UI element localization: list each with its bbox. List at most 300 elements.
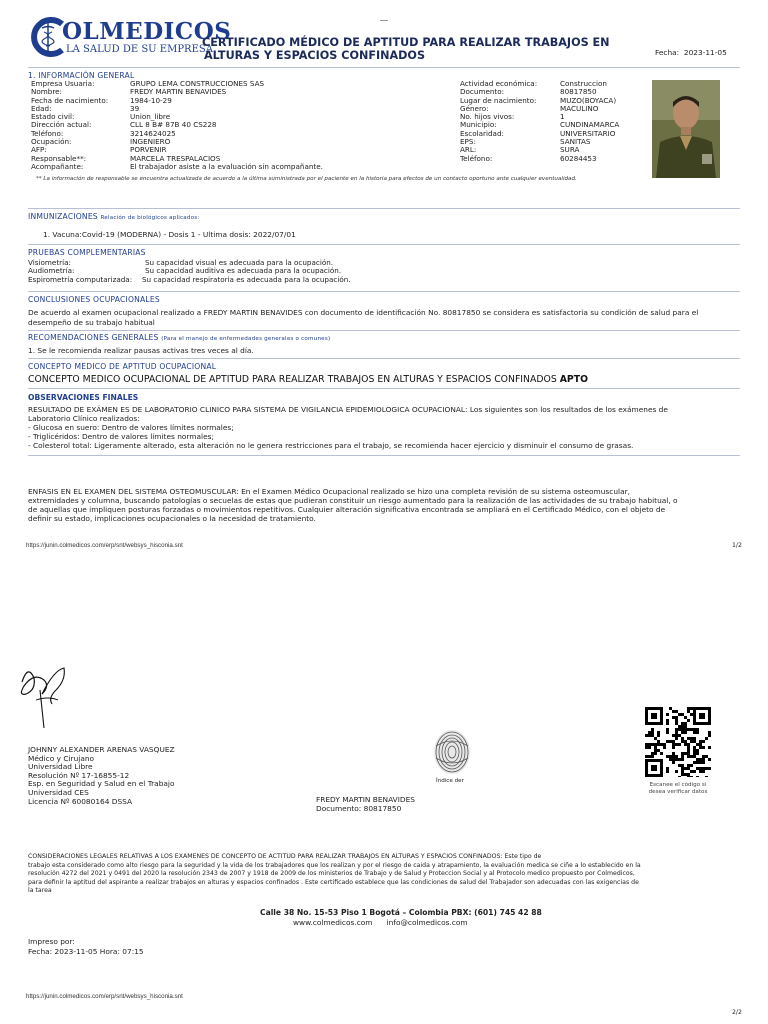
- doctor-line: Esp. en Seguridad y Salud en el Trabajo: [28, 779, 175, 789]
- qr-module: [678, 758, 681, 761]
- legal-line: trabajo esta considerado como alto riesgo para la seguridad y la vida de los trabajadores que los realizan y por el riesgo de caida y atrapamiento, la evaluación medica se ciñe a lo establecido en la: [28, 861, 641, 869]
- qr-module: [687, 746, 690, 749]
- qr-module: [666, 731, 669, 734]
- qr-module: [684, 773, 687, 776]
- vaccine-item: 1. Vacuna:Covid-19 (MODERNA) - Dosis 1 - Ultima dosis: 2022/07/01: [43, 230, 296, 239]
- qr-module: [687, 743, 690, 746]
- patient-photo: [652, 80, 720, 178]
- qr-module: [675, 728, 678, 731]
- qr-module: [672, 755, 675, 758]
- qr-module: [696, 731, 699, 734]
- qr-module: [669, 740, 672, 743]
- qr-module: [693, 728, 696, 731]
- value: FREDY MARTIN BENAVIDES: [130, 87, 227, 97]
- emphasis-line: ENFASIS EN EL EXAMEN DEL SISTEMA OSTEOMUSCULAR: En el Examen Médico Ocupacional realizado se hizo una completa revisión de su sistema osteomuscular,: [28, 487, 630, 496]
- qr-module: [693, 749, 696, 752]
- doctor-line: Universidad CES: [28, 787, 89, 797]
- qr-module: [696, 728, 699, 731]
- page-number: 1/2: [732, 542, 742, 549]
- qr-module: [681, 725, 684, 728]
- qr-module: [684, 725, 687, 728]
- qr-module: [648, 746, 651, 749]
- qr-module: [690, 707, 693, 710]
- printed-info: [28, 937, 144, 957]
- qr-module: [645, 746, 648, 749]
- qr-module: [654, 746, 657, 749]
- brand-tagline: LA SALUD DE SU EMPRESA: [66, 44, 213, 55]
- qr-module: [660, 743, 663, 746]
- general-left-labels: [31, 80, 108, 171]
- recommendations-subtitle: (Para el manejo de enfermedades generales o comunes): [161, 336, 331, 342]
- qr-module: [669, 755, 672, 758]
- doctor-signature: [14, 660, 74, 730]
- qr-module: [675, 731, 678, 734]
- qr-module: [696, 761, 699, 764]
- qr-module: [657, 734, 660, 737]
- qr-module: [690, 728, 693, 731]
- doctor-line: Licencia Nº 60080164 DSSA: [28, 796, 133, 806]
- qr-module: [654, 749, 657, 752]
- test-value: Su capacidad auditiva es adecuada para la ocupación.: [145, 266, 342, 276]
- doctor-line: Resolución Nº 17-16855-12: [28, 770, 130, 780]
- value: MARCELA TRESPALACIOS: [130, 153, 221, 163]
- qr-module: [651, 743, 654, 746]
- fingerprint: [430, 726, 474, 776]
- qr-module: [699, 767, 702, 770]
- value: Construccion: [560, 79, 607, 88]
- value: SURA: [560, 145, 580, 155]
- email-link[interactable]: info@colmedicos.com: [386, 918, 468, 927]
- label: AFP:: [31, 145, 47, 155]
- qr-module: [702, 740, 705, 743]
- qr-module: [675, 710, 678, 713]
- qr-module: [645, 743, 648, 746]
- qr-module: [699, 761, 702, 764]
- qr-module: [657, 743, 660, 746]
- qr-module: [690, 776, 693, 777]
- qr-module: [651, 728, 654, 731]
- value: UNIVERSITARIO: [560, 128, 616, 138]
- qr-module: [687, 776, 690, 777]
- label: Teléfono:: [31, 128, 64, 138]
- divider: [28, 208, 740, 209]
- qr-module: [666, 719, 669, 722]
- person-photo-icon: [652, 80, 720, 178]
- qr-module: [687, 749, 690, 752]
- value: CLL 8 B# 87B 40 CS228: [130, 120, 217, 130]
- qr-module: [696, 749, 699, 752]
- qr-module: [684, 728, 687, 731]
- qr-module: [690, 737, 693, 740]
- qr-module: [696, 767, 699, 770]
- qr-module: [702, 770, 705, 773]
- tests-labels: [28, 259, 132, 284]
- patient-sign-info: [316, 795, 415, 813]
- value: 1: [560, 112, 565, 122]
- label: Municipio:: [460, 120, 497, 130]
- certificate-title-line1: CERTIFICADO MÉDICO DE APTITUD PARA REALIZAR TRABAJOS EN: [202, 36, 610, 49]
- date-value: 2023-11-05: [683, 48, 727, 57]
- date-label: Fecha:: [655, 48, 680, 57]
- legal-line: para definir la aptitud del aspirante a realizar trabajos en alturas y espacios confinados . Este certificado establece que las condiciones de salud del Trabajador son adecuadas con las exigencias de: [28, 878, 639, 886]
- qr-module: [702, 758, 705, 761]
- qr-module: [693, 731, 696, 734]
- test-label: Visiometría:: [28, 258, 71, 267]
- qr-module: [666, 728, 669, 731]
- value: 1984-10-29: [130, 95, 172, 105]
- value: 80817850: [560, 87, 597, 97]
- test-value: Su capacidad visual es adecuada para la ocupación.: [145, 258, 334, 267]
- value: 39: [130, 103, 140, 113]
- qr-module: [681, 737, 684, 740]
- qr-module: [681, 728, 684, 731]
- tests-values: [142, 259, 351, 284]
- legal-text: [28, 853, 740, 896]
- footer-url-link[interactable]: https://junin.colmedicos.com/erp/snt/websys_hisconia.snt: [26, 542, 183, 549]
- legal-line: CONSIDERACIONES LEGALES RELATIVAS A LOS EXAMENES DE CONCEPTO DE ACTITUD PARA REALIZAR TRABAJOS EN ALTURAS Y ESPACIOS CONFINADOS: Este tipo de: [28, 853, 542, 860]
- value: PORVENIR: [130, 145, 167, 155]
- verification-qr-code[interactable]: [645, 707, 711, 777]
- label: EPS:: [460, 137, 476, 147]
- qr-module: [669, 758, 672, 761]
- qr-module: [702, 761, 705, 764]
- qr-module: [678, 725, 681, 728]
- qr-module: [645, 734, 648, 737]
- divider: [28, 388, 740, 389]
- qr-module: [651, 734, 654, 737]
- qr-module: [675, 716, 678, 719]
- qr-module: [675, 743, 678, 746]
- value: MACULINO: [560, 103, 599, 113]
- general-right-values: [560, 80, 619, 163]
- qr-module: [666, 740, 669, 743]
- divider: [28, 291, 740, 292]
- label: Teléfono:: [460, 153, 493, 163]
- qr-module: [666, 767, 669, 770]
- qr-module: [672, 710, 675, 713]
- qr-module: [648, 755, 651, 758]
- qr-module: [693, 761, 696, 764]
- qr-module: [699, 770, 702, 773]
- qr-module: [678, 776, 681, 777]
- qr-module: [693, 737, 696, 740]
- qr-module: [690, 764, 693, 767]
- qr-module: [672, 761, 675, 764]
- qr-module: [648, 734, 651, 737]
- qr-module: [708, 767, 711, 770]
- qr-module: [687, 752, 690, 755]
- label: Nombre:: [31, 87, 62, 97]
- recommendation-item: 1. Se le recomienda realizar pausas activas tres veces al día.: [28, 346, 254, 355]
- certificate-title: [202, 36, 610, 62]
- label: Edad:: [31, 103, 52, 113]
- qr-module: [681, 773, 684, 776]
- general-left-values: [130, 80, 323, 171]
- label: Género:: [460, 103, 489, 113]
- qr-module: [681, 740, 684, 743]
- section-title-general: 1. INFORMACIÓN GENERAL: [28, 71, 135, 80]
- test-label: Espirometría computarizada:: [28, 274, 133, 284]
- qr-module: [684, 716, 687, 719]
- qr-module: [657, 749, 660, 752]
- section-title-concept: CONCEPTO MEDICO DE APTITUD OCUPACIONAL: [28, 362, 217, 371]
- header-mark: [380, 20, 388, 21]
- concept-result: [28, 374, 588, 385]
- qr-module: [684, 740, 687, 743]
- qr-module: [675, 758, 678, 761]
- recommendations-title: RECOMENDACIONES GENERALES: [28, 333, 159, 342]
- qr-module: [693, 752, 696, 755]
- qr-module: [672, 758, 675, 761]
- doctor-line: Universidad Libre: [28, 762, 93, 772]
- qr-module: [666, 770, 669, 773]
- qr-module: [675, 734, 678, 737]
- label: Fecha de nacimiento:: [31, 95, 109, 105]
- qr-module: [645, 755, 648, 758]
- value: GRUPO LEMA CONSTRUCCIONES SAS: [130, 79, 265, 88]
- website-link[interactable]: www.colmedicos.com: [293, 918, 373, 927]
- qr-module: [678, 764, 681, 767]
- qr-module: [690, 713, 693, 716]
- qr-module: [708, 731, 711, 734]
- qr-module: [660, 752, 663, 755]
- label: Empresa Usuaria:: [31, 79, 95, 88]
- qr-module: [663, 746, 666, 749]
- section-title-conclusions: CONCLUSIONES OCUPACIONALES: [28, 295, 160, 304]
- qr-module: [675, 755, 678, 758]
- label: No. hijos vivos:: [460, 112, 515, 122]
- divider: [28, 244, 740, 245]
- qr-module: [681, 713, 684, 716]
- qr-module: [690, 755, 693, 758]
- qr-module: [648, 743, 651, 746]
- emphasis-line: de aquellas que impliquen posturas forzadas o movimientos repetitivos. Cualquier alteración significativa encontrada se ampliará en el Certificado Médico, con el objeto de: [28, 505, 666, 514]
- responsible-note: ** La información de responsable se encuentra actualizada de acuerdo a la última suministrada por el paciente en la historia para efectos de un contacto oportuno ante cualquier eventualidad.: [36, 176, 577, 182]
- qr-module: [681, 758, 684, 761]
- signature-icon: [14, 660, 74, 730]
- divider: [28, 330, 740, 331]
- qr-module: [681, 764, 684, 767]
- section-title-recommendations: [28, 333, 330, 342]
- label: Dirección actual:: [31, 120, 92, 130]
- printed-date: Fecha: 2023-11-05 Hora: 07:15: [28, 947, 144, 956]
- concept-verdict: APTO: [559, 374, 588, 385]
- qr-module: [681, 770, 684, 773]
- qr-module: [666, 713, 669, 716]
- brand-name: OLMEDICOS: [62, 18, 232, 45]
- page-number: 2/2: [732, 1009, 742, 1016]
- qr-module: [678, 713, 681, 716]
- qr-module: [678, 728, 681, 731]
- qr-code-icon: [645, 707, 711, 777]
- qr-module: [651, 731, 654, 734]
- general-right-labels: [460, 80, 537, 163]
- qr-module: [672, 746, 675, 749]
- qr-module: [687, 755, 690, 758]
- qr-module: [696, 776, 699, 777]
- legal-line: resolución 4272 del 2021 y 0491 del 2020 la resolución 2343 de 2007 y 1918 de 2009 de los ministerios de Trabajo y de Salud y Proteccion Social y al Protocolo medico propuesto por Colmedicos,: [28, 870, 635, 878]
- patient-sign-name: FREDY MARTIN BENAVIDES: [316, 795, 415, 804]
- qr-module: [687, 773, 690, 776]
- emphasis-line: extremidades y columna, buscando patologías o secuelas de estas que pudieran constituir un riesgo aumentado para la realización de las actividades de su trabajo habitual, o: [28, 496, 678, 505]
- value: El trabajador asiste a la evaluación sin acompañante.: [130, 161, 323, 171]
- label: Lugar de nacimiento:: [460, 95, 537, 105]
- company-address: Calle 38 No. 15-53 Piso 1 Bogotá – Colombia PBX: (601) 745 42 88: [260, 908, 542, 917]
- divider: [28, 358, 740, 359]
- qr-module: [651, 755, 654, 758]
- qr-module: [699, 743, 702, 746]
- observation-line: RESULTADO DE EXÁMEN ES DE LABORATORIO CLINICO PARA SISTEMA DE VIGILANCIA EPIDEMIOLOGICA OCUPACIONAL: Los siguientes son los resultados de los exámenes de: [28, 405, 668, 414]
- qr-module: [654, 737, 657, 740]
- qr-module: [681, 731, 684, 734]
- fingerprint-label: Índice der: [436, 778, 464, 784]
- doctor-line: JOHNNY ALEXANDER ARENAS VASQUEZ: [28, 745, 175, 754]
- qr-module: [687, 710, 690, 713]
- qr-module: [687, 764, 690, 767]
- qr-module: [681, 722, 684, 725]
- doctor-line: Médico y Cirujano: [28, 753, 95, 763]
- qr-module: [699, 758, 702, 761]
- qr-module: [672, 740, 675, 743]
- qr-module: [687, 767, 690, 770]
- colmedicos-logo: [28, 16, 232, 58]
- certificate-title-line2: ALTURAS Y ESPACIOS CONFINADOS: [204, 49, 425, 62]
- qr-module: [663, 743, 666, 746]
- label: Responsable**:: [31, 153, 87, 163]
- section-title-immunizations: [28, 212, 199, 221]
- qr-module: [690, 740, 693, 743]
- value: INGENIERO: [130, 137, 171, 147]
- qr-module: [675, 770, 678, 773]
- section-title-observations: OBSERVACIONES FINALES: [28, 393, 139, 402]
- label: Acompañante:: [31, 161, 84, 171]
- label: Escolaridad:: [460, 128, 504, 138]
- company-contact: [293, 918, 468, 927]
- value: CUNDINAMARCA: [560, 120, 620, 130]
- qr-module: [651, 752, 654, 755]
- qr-module: [687, 719, 690, 722]
- value: MUZO(BOYACA): [560, 95, 617, 105]
- qr-module: [702, 767, 705, 770]
- qr-module: [690, 770, 693, 773]
- patient-sign-document: Documento: 80817850: [316, 804, 402, 813]
- qr-module: [705, 755, 708, 758]
- fingerprint-icon: [430, 726, 474, 776]
- qr-module: [687, 707, 690, 710]
- doctor-info: [28, 746, 175, 806]
- value: 60284453: [560, 153, 597, 163]
- qr-module: [699, 746, 702, 749]
- immunizations-title: INMUNIZACIONES: [28, 212, 98, 221]
- qr-module: [657, 731, 660, 734]
- qr-module: [675, 719, 678, 722]
- qr-module: [681, 767, 684, 770]
- qr-module: [654, 752, 657, 755]
- immunizations-subtitle: Relación de biológicos aplicados:: [100, 215, 200, 221]
- observation-line: - Glucosa en suero: Dentro de valores límites normales;: [28, 423, 234, 432]
- qr-module: [693, 740, 696, 743]
- qr-module: [681, 755, 684, 758]
- qr-module: [705, 767, 708, 770]
- certificate-date: [655, 48, 727, 57]
- observation-line: - Colesterol total: Ligeramente alterado, esta alteración no le genera restricciones para el trabajo, se recomienda hacer ejercicio y disminuir el consumo de grasas.: [28, 441, 634, 450]
- concept-text: CONCEPTO MEDICO OCUPACIONAL DE APTITUD PARA REALIZAR TRABAJOS EN ALTURAS Y ESPACIOS CONFINADOS: [28, 374, 557, 385]
- legal-line: la tarea: [28, 887, 52, 895]
- qr-module: [705, 737, 708, 740]
- qr-module: [687, 737, 690, 740]
- qr-module: [672, 716, 675, 719]
- qr-module: [672, 752, 675, 755]
- qr-module: [702, 746, 705, 749]
- printed-by: Impreso por:: [28, 937, 75, 946]
- qr-caption: [640, 782, 716, 796]
- label: Estado civil:: [31, 112, 75, 122]
- qr-module: [702, 755, 705, 758]
- qr-module: [654, 743, 657, 746]
- qr-caption-line: desea verificar datos: [648, 789, 708, 795]
- qr-module: [708, 758, 711, 761]
- qr-module: [672, 743, 675, 746]
- divider: [28, 455, 740, 456]
- observation-line: - Triglicéridos: Dentro de valores límites normales;: [28, 432, 214, 441]
- divider: [28, 67, 740, 68]
- qr-module: [696, 752, 699, 755]
- test-value: Su capacidad respiratoria es adecuada para la ocupación.: [142, 274, 351, 284]
- footer-url-link[interactable]: https://junin.colmedicos.com/erp/snt/websys_hisconia.snt: [26, 993, 183, 1000]
- emphasis-text: [28, 487, 740, 523]
- conclusions-text: De acuerdo al examen ocupacional realizado a FREDY MARTIN BENAVIDES con documento de identificación No. 80817850 se considera es satisfactoria su condición de salud para el desempeño de su trabajo habitual: [28, 308, 699, 327]
- qr-module: [678, 734, 681, 737]
- test-label: Audiometría:: [28, 266, 75, 276]
- emphasis-line: definir su estado, implicaciones ocupacionales o la necesidad de tratamiento.: [28, 514, 316, 523]
- value: Union_libre: [130, 112, 171, 122]
- qr-module: [693, 770, 696, 773]
- qr-module: [669, 707, 672, 710]
- observations-text: [28, 405, 740, 450]
- qr-module: [684, 743, 687, 746]
- qr-module: [666, 722, 669, 725]
- qr-module: [675, 737, 678, 740]
- value: SANITAS: [560, 137, 591, 147]
- qr-module: [687, 728, 690, 731]
- qr-module: [696, 758, 699, 761]
- qr-module: [678, 743, 681, 746]
- qr-module: [684, 731, 687, 734]
- observation-line: Laboratorio Clínico realizados:: [28, 414, 140, 423]
- qr-module: [705, 776, 708, 777]
- qr-module: [672, 734, 675, 737]
- qr-module: [684, 767, 687, 770]
- qr-module: [681, 752, 684, 755]
- label: Actividad económica:: [460, 79, 538, 88]
- qr-module: [648, 731, 651, 734]
- label: Documento:: [460, 87, 505, 97]
- label: Ocupación:: [31, 137, 72, 147]
- qr-module: [696, 743, 699, 746]
- label: ARL:: [460, 145, 477, 155]
- qr-module: [699, 740, 702, 743]
- qr-caption-line: Escanee el código si: [649, 782, 707, 788]
- section-title-tests: PRUEBAS COMPLEMENTARIAS: [28, 248, 146, 257]
- qr-module: [675, 722, 678, 725]
- qr-module: [693, 755, 696, 758]
- qr-module: [708, 746, 711, 749]
- qr-module: [684, 722, 687, 725]
- qr-module: [666, 755, 669, 758]
- qr-module: [693, 746, 696, 749]
- value: 3214624025: [130, 128, 176, 138]
- qr-module: [708, 734, 711, 737]
